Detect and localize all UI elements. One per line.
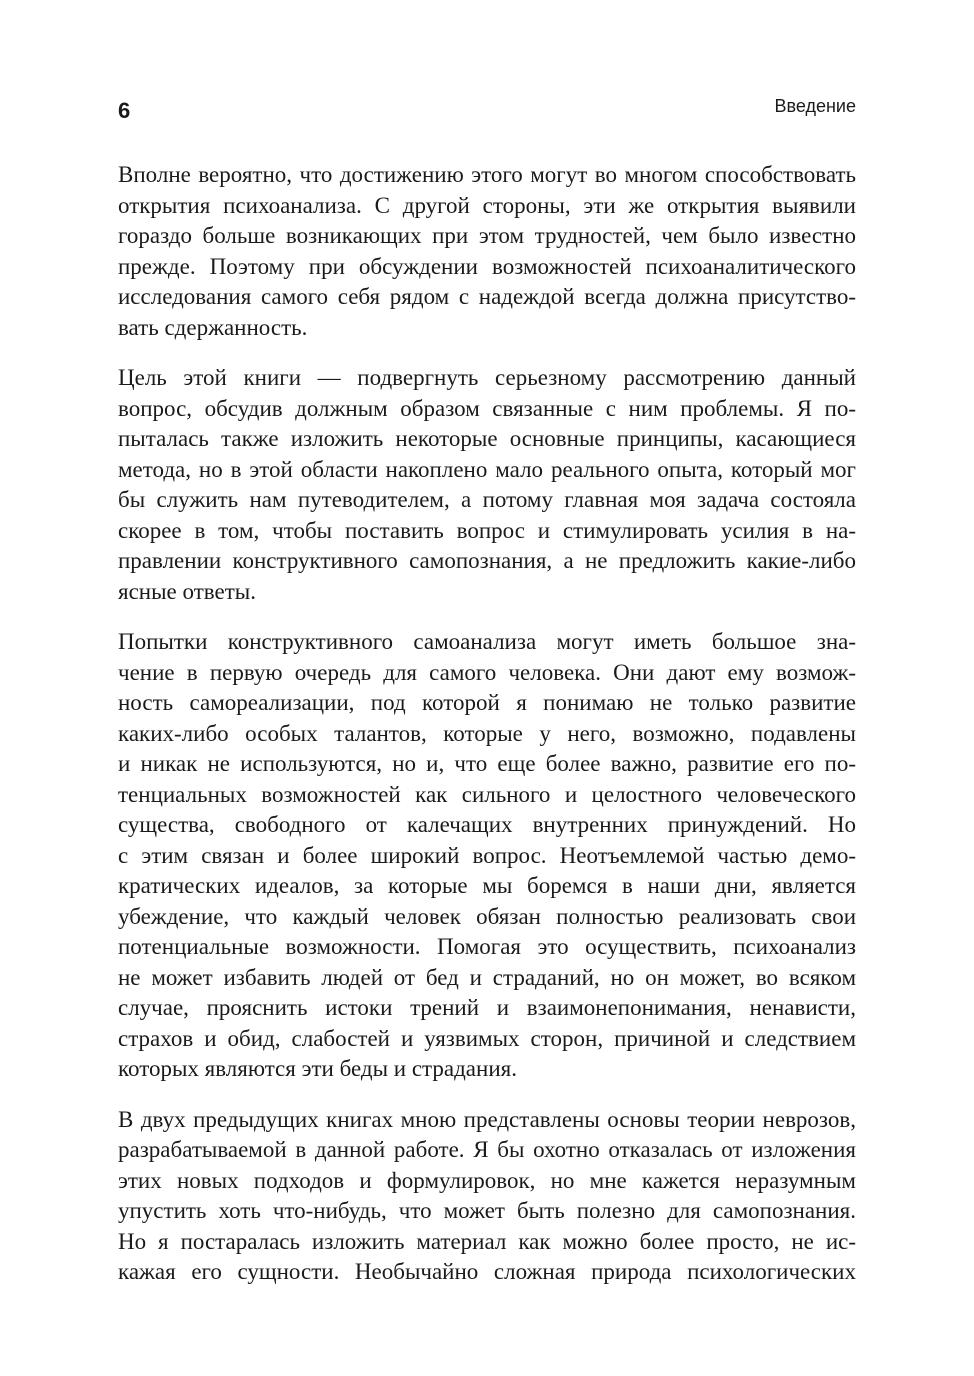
text-line: каких-либо особых талантов, которые у него, возможно, подавлены [118, 720, 856, 746]
text-line: Цель этой книги — подвергнуть серьезному рассмотрению данный [118, 365, 856, 390]
text-line: этих новых подходов и формулировок, но мне кажется неразумным [118, 1167, 856, 1193]
text-line: Но я постаралась изложить материал как можно более просто, не ис- [118, 1228, 856, 1254]
text-line: упустить хоть что-нибудь, что может быть полезно для самопознания. [118, 1198, 856, 1223]
text-line: гораздо больше возникающих при этом трудностей, чем было известно [118, 223, 856, 248]
text-line: существа, свободного от калечащих внутренних принуждений. Но [118, 812, 856, 837]
text-line: которых являются эти беды и страдания. [118, 1056, 517, 1081]
page-header [118, 96, 856, 126]
text-line: исследования самого себя рядом с надеждой всегда должна присутство- [118, 284, 856, 309]
text-line: страхов и обид, слабостей и уязвимых сторон, причиной и следствием [118, 1025, 856, 1051]
text-line: Попытки конструктивного самоанализа могут иметь большое зна- [118, 629, 856, 654]
text-line: прежде. Поэтому при обсуждении возможностей психоаналитического [118, 253, 856, 279]
text-line: убеждение, что каждый человек обязан полностью реализовать свои [118, 903, 856, 929]
text-line: ность самореализации, под которой я понимаю не только развитие [118, 690, 856, 715]
paragraph [118, 1105, 856, 1288]
text-line: вопрос, обсудив должным образом связанные с ним проблемы. Я по- [118, 395, 856, 421]
text-line: разрабатываемой в данной работе. Я бы охотно отказалась от изложения [118, 1137, 856, 1162]
text-line: пыталась также изложить некоторые основные принципы, касающиеся [118, 426, 856, 451]
paragraph [118, 363, 856, 607]
text-line: ясные ответы. [118, 578, 256, 604]
body-text [118, 160, 856, 1308]
text-line: Вполне вероятно, что достижению этого могут во многом способствовать [118, 162, 856, 187]
text-line: кажая его сущности. Необычайно сложная природа психологических [118, 1259, 856, 1284]
text-line: не может избавить людей от бед и страданий, но он может, во всяком [118, 964, 856, 990]
text-line: кратических идеалов, за которые мы боремся в наши дни, является [118, 873, 856, 898]
running-head: Введение [774, 96, 856, 116]
text-line: открытия психоанализа. С другой стороны, эти же открытия выявили [118, 192, 856, 218]
text-line: метода, но в этой области накоплено мало реального опыта, который мог [118, 456, 856, 482]
text-line: потенциальные возможности. Помогая это осуществить, психоанализ [118, 934, 856, 959]
paragraph [118, 160, 856, 343]
text-line: тенциальных возможностей как сильного и целостного человеческого [118, 781, 856, 807]
text-line: случае, прояснить истоки трений и взаимонепонимания, ненависти, [118, 995, 856, 1020]
text-line: В двух предыдущих книгах мною представлены основы теории неврозов, [118, 1106, 856, 1132]
text-line: скорее в том, чтобы поставить вопрос и стимулировать усилия в на- [118, 517, 856, 543]
text-line: чение в первую очередь для самого человека. Они дают ему возмож- [118, 659, 856, 685]
text-line: правлении конструктивного самопознания, а не предложить какие-либо [118, 548, 856, 573]
text-line: бы служить нам путеводителем, а потому главная моя задача состояла [118, 487, 856, 512]
page-number: 6 [118, 98, 131, 123]
text-line: вать сдержанность. [118, 314, 308, 340]
paragraph [118, 627, 856, 1085]
text-line: с этим связан и более широкий вопрос. Неотъемлемой частью демо- [118, 842, 856, 868]
text-line: и никак не используются, но и, что еще более важно, развитие его по- [118, 751, 856, 776]
